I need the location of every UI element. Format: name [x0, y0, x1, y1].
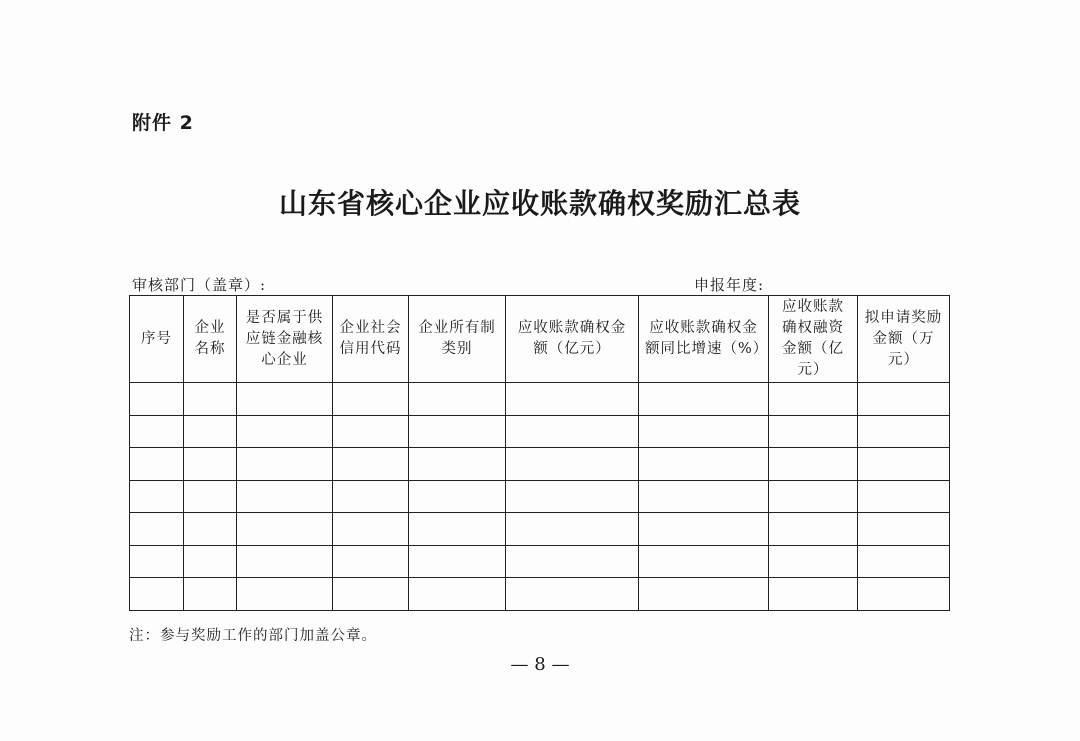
column-header-company-name: 企业名称 — [184, 296, 237, 383]
column-header-index: 序号 — [130, 296, 184, 383]
table-row — [130, 383, 950, 416]
column-header-ownership-type: 企业所有制类别 — [409, 296, 506, 383]
table-row — [130, 480, 950, 513]
document-title: 山东省核心企业应收账款确权奖励汇总表 — [278, 187, 801, 220]
table-row — [130, 513, 950, 546]
summary-table — [129, 295, 950, 611]
table-row — [130, 415, 950, 448]
column-header-reward-amount: 拟申请奖励金额（万元） — [858, 296, 950, 383]
table-row — [130, 545, 950, 578]
page-number: — 8 — — [510, 654, 570, 675]
table-header-row — [130, 296, 950, 383]
footnote: 注：参与奖励工作的部门加盖公章。 — [129, 628, 377, 644]
table-row — [130, 448, 950, 481]
column-header-confirmed-amount: 应收账款确权金额（亿元） — [506, 296, 639, 383]
table-row — [130, 578, 950, 611]
column-header-is-core-enterprise: 是否属于供应链金融核心企业 — [237, 296, 333, 383]
column-header-credit-code: 企业社会信用代码 — [333, 296, 409, 383]
report-year-label: 申报年度: — [694, 276, 765, 294]
review-department-label: 审核部门（盖章）: — [132, 276, 267, 294]
column-header-financing-amount: 应收账款确权融资金额（亿元） — [769, 296, 858, 383]
column-header-yoy-growth: 应收账款确权金额同比增速（%） — [639, 296, 769, 383]
attachment-label: 附件 2 — [132, 112, 194, 134]
